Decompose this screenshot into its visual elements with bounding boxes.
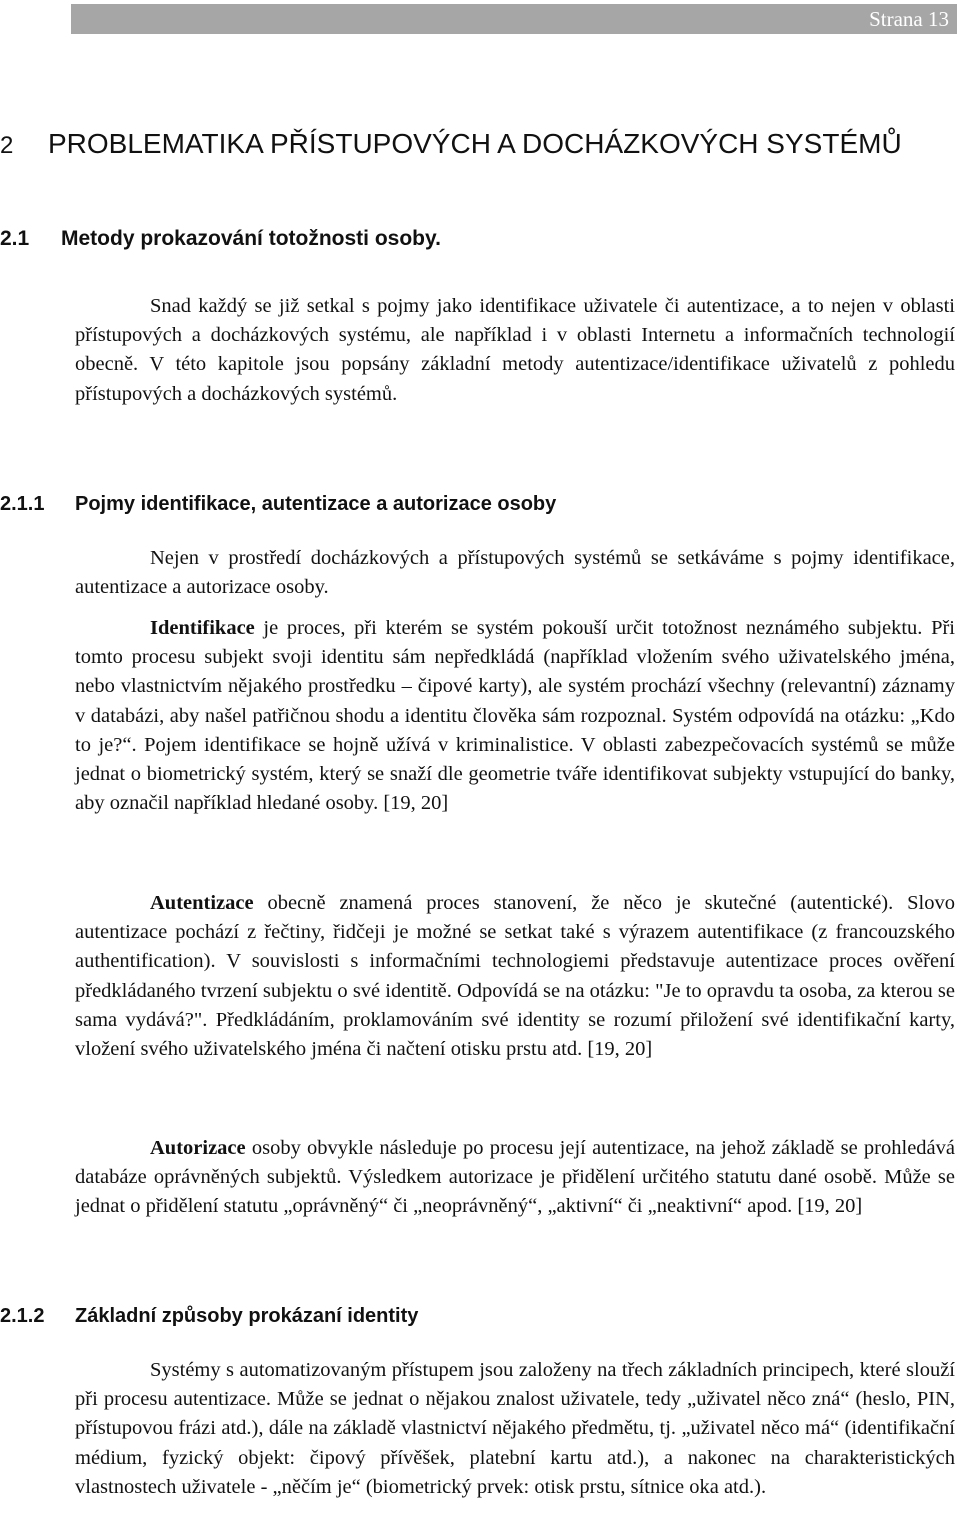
paragraph-zpusoby: Systémy s automatizovaným přístupem jsou založeny na třech základních principech, které slouží při procesu autentizace. Může se jednat o nějakou znalost uživatele, tedy „uživatel něco zná“ (heslo, PIN, přístupovou frázi atd.), dále na základě vlastnictví nějakého předmětu, tj. „uživatel něco má“ (identifikační médium, fyzický objekt: čipový přívěšek, platební kartu atd.), a nakonec na charakteristických vlastnostech uživatele - „něčím je“ (biometrický prvek: otisk prstu, sítnice oka atd.). — [75, 1359, 955, 1498]
paragraph-pojmy-intro: Nejen v prostředí docházkových a přístupových systémů se setkáváme s pojmy identifikace, autentizace a autorizace osoby. — [75, 547, 955, 599]
section-heading-2-1-1 — [0, 489, 960, 519]
section-number: 2.1.2 — [0, 1305, 45, 1327]
section-heading-2-1 — [0, 224, 960, 254]
autorizace-text: osoby obvykle následuje po procesu její autentizace, na jehož základě se prohledává databáze oprávněných subjektů. Výsledkem autorizace je přidělení určitého statutu dané osobě. Může se jednat o přidělení statutu „oprávněný“ či „neoprávněný“, „aktivní“ či „neaktivní“ apod. [19, 20] — [75, 1137, 955, 1218]
section-title: Základní způsoby prokázaní identity — [75, 1305, 419, 1327]
term-identifikace: Identifikace — [150, 617, 255, 639]
chapter-heading — [0, 124, 960, 166]
paragraph-intro: Snad každý se již setkal s pojmy jako identifikace uživatele či autentizace, a to nejen v oblasti přístupových a docházkových systému, ale například i v oblasti Internetu a informačních technologií obecně. V této kapitole jsou popsány základní metody autentizace/identifikace uživatelů z pohledu přístupových a docházkových systémů. — [75, 295, 955, 405]
chapter-number: 2 — [0, 132, 14, 159]
section-title: Pojmy identifikace, autentizace a autorizace osoby — [75, 493, 557, 515]
chapter-title: PROBLEMATIKA PŘÍSTUPOVÝCH A DOCHÁZKOVÝCH SYSTÉMŮ — [48, 128, 902, 159]
paragraph-identifikace — [75, 614, 955, 818]
section-number: 2.1 — [0, 227, 30, 250]
paragraph-autentizace — [75, 889, 955, 1064]
paragraph-autorizace — [75, 1134, 955, 1222]
term-autorizace: Autorizace — [150, 1137, 246, 1159]
section-number: 2.1.1 — [0, 493, 45, 515]
page-header-bar — [71, 4, 957, 34]
section-title: Metody prokazování totožnosti osoby. — [61, 227, 441, 250]
term-autentizace: Autentizace — [150, 892, 254, 914]
section-heading-2-1-2 — [0, 1301, 960, 1331]
autentizace-text: obecně znamená proces stanovení, že něco je skutečné (autentické). Slovo autentizace pochází z řečtiny, řidčeji je možné se setkat také s výrazem autentifikace (z francouzského authentification). V souvislosti s informačními technologiemi představuje autentizace proces ověření předkládaného tvrzení subjektu o své identitě. Odpovídá se na otázku: "Je to opravdu ta osoba, za kterou se sama vydává?". Předkládáním, proklamováním své identity se rozumí přiložení své identifikační karty, vložení svého uživatelského jména či načtení otisku prstu atd. [19, 20] — [75, 892, 955, 1061]
page-number: Strana 13 — [869, 7, 949, 31]
identifikace-text: je proces, při kterém se systém pokouší určit totožnost neznámého subjektu. Při tomto procesu subjekt svoji identitu sám nepředkládá (například vložením svého uživatelského jména, nebo vlastnictvím nějakého prostředku – čipové karty), ale systém prochází všechny (relevantní) záznamy v databázi, aby našel patřičnou shodu a identitu člověka sám rozpoznal. Systém odpovídá na otázku: „Kdo to je?“. Pojem identifikace se hojně užívá v kriminalistice. V oblasti zabezpečovacích systémů se může jednat o biometrický systém, který se snaží dle geometrie tváře identifikovat subjekty vstupující do banky, aby označil například hledané osoby. [19, 20] — [75, 617, 955, 815]
